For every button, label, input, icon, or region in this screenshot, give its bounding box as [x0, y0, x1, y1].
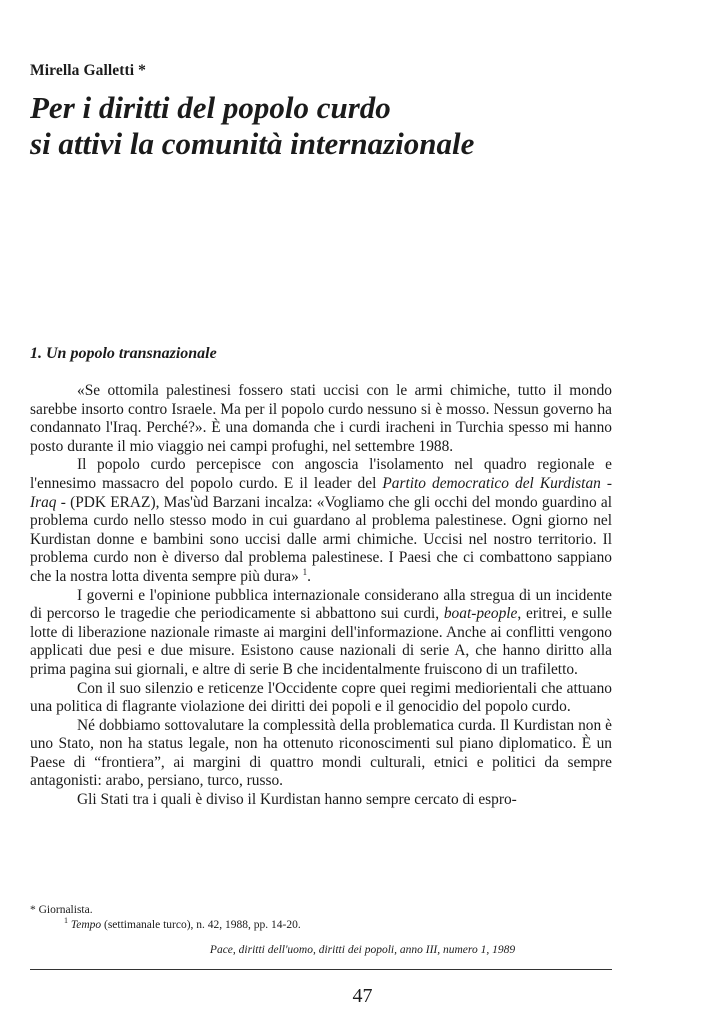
- paragraph-2-text-b: - (PDK ERAZ), Mas'ùd Barzani incalza: «Vogliamo che gli occhi del mondo guardino al problema curdo nello stesso modo in cui guardano al problema palestinese. Ogni giorno nel Kurdistan donne e bambini sono uccisi dalle armi chimiche. Uccisi nel nostro territorio. Il problema curdo non è diverso dal problema palestinese. I Paesi che ci combattono sappiano che la nostra lotta diventa sempre più dura»: [30, 493, 612, 585]
- footnote-1-number: 1: [64, 916, 68, 926]
- footnote-1: [30, 918, 612, 933]
- footnotes: [30, 903, 612, 933]
- paragraph-5: Né dobbiamo sottovalutare la complessità della problematica curda. Il Kurdistan non è uno Stato, non ha status legale, non ha ottenuto riconoscimenti sul piano diplomatico. È un Paese di “frontiera”, ai margini di quattro mondi culturali, etnici e politici da sempre antagonisti: arabo, persiano, turco, russo.: [30, 716, 612, 790]
- paragraph-1: «Se ottomila palestinesi fossero stati uccisi con le armi chimiche, tutto il mondo sarebbe insorto contro Israele. Ma per il popolo curdo nessuno si è mosso. Nessun governo ha condannato l'Iraq. Perché?». È una domanda che i curdi iracheni in Turchia spesso mi hanno posto durante il mio viaggio nei campi profughi, nel settembre 1988.: [30, 382, 612, 455]
- article-title: [30, 90, 690, 162]
- section-heading: 1. Un popolo transnazionale: [30, 345, 217, 362]
- footnote-1-text: (settimanale turco), n. 42, 1988, pp. 14-20.: [101, 919, 301, 931]
- title-line-2: si attivi la comunità internazionale: [30, 126, 475, 161]
- paragraph-4: Con il suo silenzio e reticenze l'Occidente copre quei regimi mediorientali che attuano una politica di flagrante violazione dei diritti dei popoli e il genocidio del popolo curdo.: [30, 679, 612, 716]
- footnote-author: * Giornalista.: [30, 904, 93, 916]
- paragraph-2: [30, 456, 612, 586]
- journal-citation: Pace, diritti dell'uomo, diritti dei popoli, anno III, numero 1, 1989: [209, 944, 516, 956]
- title-line-1: Per i diritti del popolo curdo: [30, 90, 391, 125]
- author-name: Mirella Galletti *: [30, 62, 147, 79]
- footnote-1-title: Tempo: [70, 919, 102, 931]
- party-name-italic: Partito democratico del Kurdistan - Iraq: [30, 474, 612, 511]
- paragraph-2-text-end: .: [307, 567, 312, 585]
- footnote-ref-1: 1: [302, 566, 308, 577]
- paragraph-6: Gli Stati tra i quali è diviso il Kurdistan hanno sempre cercato di espro-: [77, 791, 517, 809]
- paragraph-2-text-a: Il popolo curdo percepisce con angoscia l'isolamento nel quadro regionale e l'ennesimo massacro del popolo curdo. E il leader del: [30, 456, 612, 492]
- footer-rule: [30, 969, 612, 970]
- paragraph-3: [30, 587, 612, 680]
- paragraph-3-text-a: I governi e l'opinione pubblica internazionale considerano alla stregua di un incidente di percorso le tragedie che periodicamente si abbattono sui curdi,: [30, 586, 612, 623]
- page-number: 47: [352, 985, 373, 1007]
- boat-people-italic: boat-people: [443, 605, 518, 623]
- paragraph-3-text-b: , eritrei, e sulle lotte di liberazione nazionale rimaste ai margini dell'informazione. Anche ai conflitti vengono applicati due pesi e due misure. Esistono cause nazionali di serie A, che hanno diritto alla prima pagina sui giornali, e altre di serie B che incidentalmente fruiscono di un trafiletto.: [30, 605, 612, 678]
- article-body: [30, 382, 612, 810]
